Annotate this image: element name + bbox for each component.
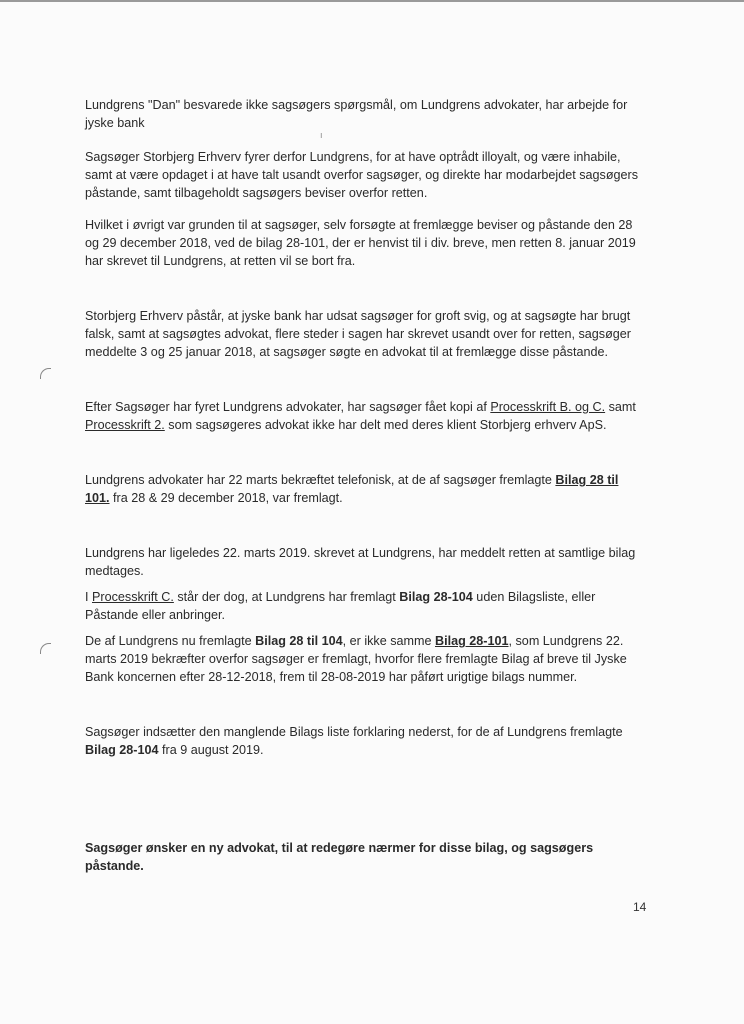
- page-number: 14: [633, 900, 647, 914]
- text-run: fra 28 & 29 december 2018, var fremlagt.: [109, 491, 343, 505]
- document-body: [85, 96, 645, 875]
- bilag-28-101-ref: Bilag 28-101: [435, 634, 509, 648]
- paragraph-5: [85, 398, 645, 434]
- text-run: som sagsøgeres advokat ikke har delt med deres klient Storbjerg erhverv ApS.: [164, 418, 607, 432]
- text-run: fra 9 august 2019.: [158, 743, 264, 757]
- text-run: samt: [605, 400, 636, 414]
- text-run: Lundgrens advokater har 22 marts bekræftet telefonisk, at de af sagsøger fremlagte: [85, 473, 556, 487]
- bilag-28-104-ref: Bilag 28-104: [399, 590, 473, 604]
- paragraph-3: Hvilket i øvrigt var grunden til at sagsøger, selv forsøgte at fremlægge beviser og påstande den 28 og 29 december 2018, ved de bilag 28-101, der er henvist til i div. breve, men retten 8. januar 2019 har skrevet til Lundgrens, at retten vil se bort fra.: [85, 218, 636, 268]
- punch-hole-mark: [40, 368, 51, 379]
- processkrift-2-link: Processkrift 2.: [85, 418, 165, 432]
- text-run: uden Bilagsliste, eller Påstande eller anbringer.: [85, 590, 596, 622]
- text-run: , er ikke samme: [342, 634, 435, 648]
- paragraph-10: [85, 723, 645, 759]
- text-run: , som Lundgrens 22. marts 2019 bekræfter overfor sagsøger er fremlagt, hvorfor flere fremlagte Bilag af breve til Jyske Bank koncernen efter 28-12-2018, frem til 28-08-2019 har påført urigtige bilags nummer.: [85, 634, 627, 684]
- scan-tick-mark: ı: [320, 130, 323, 140]
- bilag-28-101-ref: Bilag 28 til 101.: [85, 473, 619, 505]
- paragraph-8: [85, 588, 645, 624]
- paragraph-9: [85, 632, 645, 686]
- punch-hole-mark: [40, 643, 51, 654]
- paragraph-6: [85, 471, 645, 507]
- paragraph-4: Storbjerg Erhverv påstår, at jyske bank har udsat sagsøger for groft svig, og at sagsøgte har brugt falsk, samt at sagsøgtes advokat, flere steder i sagen har skrevet usandt over for retten, sagsøger meddelte 3 og 25 januar 2018, at sagsøger søgte en advokat til at fremlægge disse påstande.: [85, 309, 631, 359]
- paragraph-2: Sagsøger Storbjerg Erhverv fyrer derfor Lundgrens, for at have optrådt illoyalt, og være inhabile, samt at være opdaget i at have talt usandt overfor sagsøger, og direkte har modarbejdet sagsøgers påstande, samt tilbageholdt sagsøgers beviser overfor retten.: [85, 150, 639, 200]
- bilag-28-104-ref: Bilag 28-104: [85, 743, 159, 757]
- processkrift-c-link: Processkrift C.: [92, 590, 174, 604]
- text-run: står der dog, at Lundgrens har fremlagt: [173, 590, 400, 604]
- text-run: De af Lundgrens nu fremlagte: [85, 634, 256, 648]
- text-run: Efter Sagsøger har fyret Lundgrens advokater, har sagsøger fået kopi af: [85, 400, 491, 414]
- paragraph-7: Lundgrens har ligeledes 22. marts 2019. skrevet at Lundgrens, har meddelt retten at samtlige bilag medtages.: [85, 546, 636, 578]
- bilag-28-104-ref: Bilag 28 til 104: [255, 634, 343, 648]
- text-run: Sagsøger indsætter den manglende Bilags liste forklaring nederst, for de af Lundgrens fremlagte: [85, 725, 623, 739]
- top-border-line: [0, 0, 744, 2]
- closing-statement: Sagsøger ønsker en ny advokat, til at redegøre nærmer for disse bilag, og sagsøgers påstande.: [85, 841, 594, 873]
- processkrift-bc-link: Processkrift B. og C.: [490, 400, 606, 414]
- paragraph-1: Lundgrens "Dan" besvarede ikke sagsøgers spørgsmål, om Lundgrens advokater, har arbejde for jyske bank: [85, 98, 628, 130]
- text-run: I: [85, 590, 92, 604]
